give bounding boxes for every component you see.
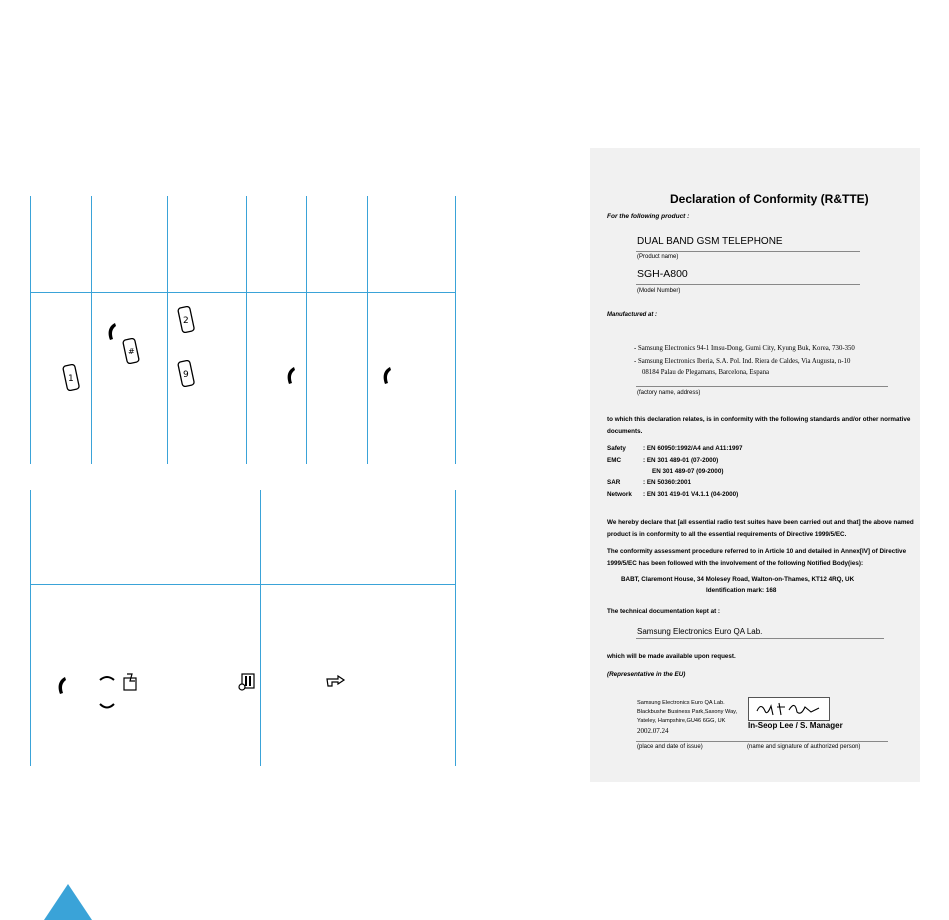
table-two-border-left (30, 490, 31, 766)
doc-title: Declaration of Conformity (R&TTE) (670, 192, 869, 206)
signatory-name: In-Seop Lee / S. Manager (748, 721, 843, 730)
soft-key-bottom-icon (98, 702, 116, 712)
conformity-line-2: documents. (607, 428, 643, 435)
conformity-line-1: to which this declaration relates, is in conformity with the following standards and/or other normative (607, 416, 911, 423)
table-one-divider (306, 196, 307, 464)
lab-rule (636, 638, 884, 639)
address-line-3: 08184 Palau de Plegamans, Barcelona, Espana (642, 369, 770, 376)
address-caption: (factory name, address) (637, 390, 701, 396)
nav-key-icon (122, 672, 140, 692)
menu-key-icon (238, 672, 256, 692)
identification-mark: Identification mark: 168 (706, 587, 777, 594)
for-product-label: For the following product : (607, 213, 690, 220)
technical-doc-label: The technical documentation kept at : (607, 608, 721, 615)
table-one-divider (367, 196, 368, 464)
signature-rule (636, 741, 888, 742)
signature-caption: (name and signature of authorized person) (747, 744, 861, 750)
phone-handset-icon (105, 322, 119, 342)
model-number-rule (636, 284, 860, 285)
issue-address-3: Yateley, Hampshire,GU46 6GG, UK (637, 718, 726, 724)
standard-value: : EN 60950:1992/A4 and A11:1997 (643, 445, 743, 452)
table-two-header-rule (30, 584, 456, 585)
address-rule (636, 386, 888, 387)
standard-label: Network (607, 491, 632, 498)
soft-key-left-icon (98, 674, 116, 682)
key-1-icon (62, 364, 80, 392)
product-name-caption: (Product name) (637, 254, 679, 260)
table-two-border-right (455, 490, 456, 766)
corner-triangle-icon (44, 884, 92, 920)
key-2-icon (177, 306, 195, 334)
key-9-icon (177, 360, 195, 388)
procedure-line-2: 1999/5/EC has been followed with the involvement of the following Notified Body(ies): (607, 560, 864, 567)
standard-value: EN 301 489-07 (09-2000) (652, 468, 724, 475)
standard-label: Safety (607, 445, 626, 452)
notified-body: BABT, Claremont House, 34 Molesey Road, Walton-on-Thames, KT12 4RQ, UK (621, 576, 855, 583)
available-note: which will be made available upon request. (607, 653, 736, 660)
table-one-border-right (455, 196, 456, 464)
place-date-caption: (place and date of issue) (637, 744, 703, 750)
phone-handset-icon (55, 676, 69, 696)
representative-label: (Representative in the EU) (607, 671, 686, 678)
address-line-1: - Samsung Electronics 94-1 Imsu-Dong, Gumi City, Kyung Buk, Korea, 730-350 (634, 345, 855, 352)
pointing-hand-icon (326, 674, 346, 688)
declaration-document (590, 148, 920, 782)
key-hash-icon (122, 338, 140, 364)
standard-label: EMC (607, 457, 621, 464)
standard-value: : EN 50360:2001 (643, 479, 691, 486)
phone-handset-icon (284, 366, 298, 386)
declare-line-2: product is in conformity to all the essential requirements of Directive 1999/5/EC. (607, 531, 847, 538)
lab-name: Samsung Electronics Euro QA Lab. (637, 627, 763, 636)
svg-text:#: # (128, 347, 135, 356)
svg-text:1: 1 (68, 374, 74, 384)
signature-box (748, 697, 830, 721)
issue-address-2: Blackbushe Business Park,Saxony Way, (637, 709, 738, 715)
standard-label: SAR (607, 479, 621, 486)
table-one-header-rule (30, 292, 456, 293)
model-number-value: SGH-A800 (637, 268, 688, 280)
table-one-border-left (30, 196, 31, 464)
svg-text:9: 9 (183, 370, 189, 380)
manufactured-at-label: Manufactured at : (607, 312, 658, 318)
table-one-divider (246, 196, 247, 464)
standard-value: : EN 301 489-01 (07-2000) (643, 457, 719, 464)
phone-handset-icon (380, 366, 394, 386)
declare-line-1: We hereby declare that [all essential radio test suites have been carried out and that] the above named (607, 519, 914, 526)
table-one-divider (167, 196, 168, 464)
issue-date: 2002.07.24 (637, 727, 669, 735)
model-number-caption: (Model Number) (637, 288, 681, 294)
issue-address-1: Samsung Electronics Euro QA Lab. (637, 700, 725, 706)
table-one-divider (91, 196, 92, 464)
address-line-2: - Samsung Electronics Iberia, S.A. Pol. Ind. Riera de Caldes, Via Augusta, n-10 (634, 358, 851, 365)
standard-value: : EN 301 419-01 V4.1.1 (04-2000) (643, 491, 739, 498)
product-name-rule (636, 251, 860, 252)
svg-text:2: 2 (183, 316, 189, 326)
signature-mark (749, 698, 829, 720)
procedure-line-1: The conformity assessment procedure referred to in Article 10 and detailed in Annex[IV] of Directive (607, 548, 907, 555)
product-name-value: DUAL BAND GSM TELEPHONE (637, 236, 783, 247)
table-two-divider (260, 490, 261, 766)
